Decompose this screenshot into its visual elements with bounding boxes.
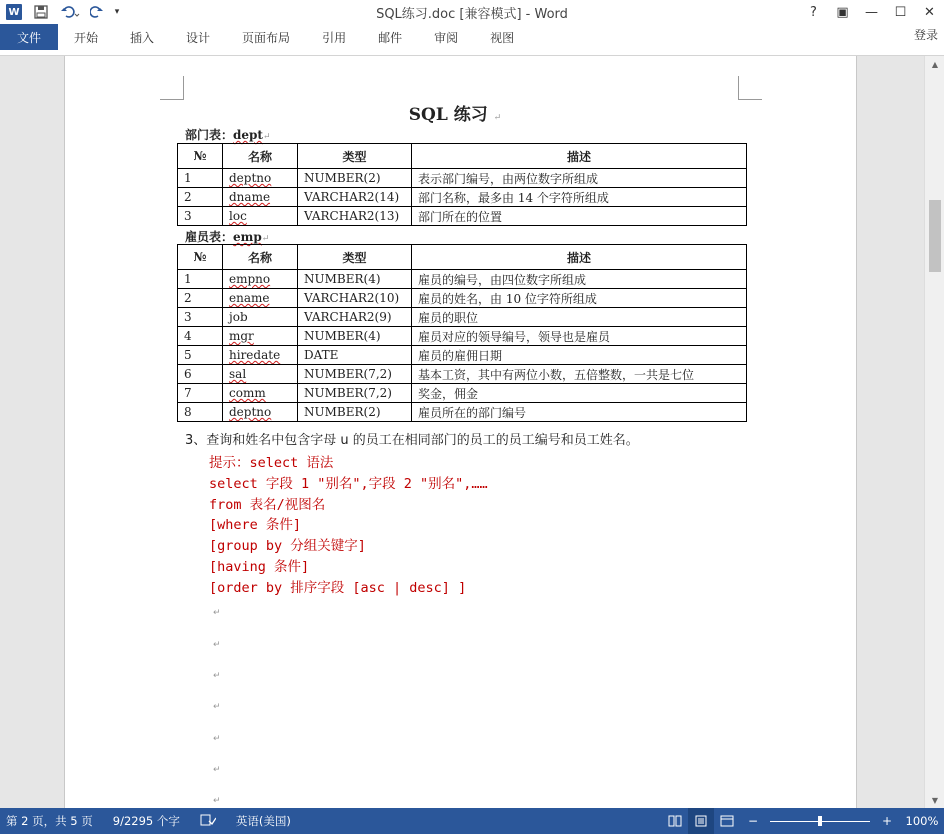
table-row: 4 mgr NUMBER(4) 雇员对应的领导编号，领导也是雇员 (178, 327, 747, 346)
vertical-scrollbar[interactable] (924, 56, 944, 808)
emp-table-label[interactable]: 雇员表：emp↵ (185, 230, 270, 244)
window-title: SQL练习.doc [兼容模式] - Word (376, 7, 568, 22)
table-row: 2 ename VARCHAR2(10) 雇员的姓名，由 10 位字符所组成 (178, 289, 747, 308)
maximize-icon[interactable]: ☐ (894, 4, 907, 20)
paragraph-mark: ↵ (213, 765, 221, 775)
scroll-thumb[interactable] (929, 200, 941, 272)
code-line: from 表名/视图名 (209, 496, 326, 513)
code-line: select 字段 1 "别名",字段 2 "别名",…… (209, 475, 488, 492)
table-row: 8 deptno NUMBER(2) 雇员所在的部门编号 (178, 403, 747, 422)
table-row: 5 hiredate DATE 雇员的雇佣日期 (178, 346, 747, 365)
code-line: [order by 排序字段 [asc | desc] ] (209, 579, 467, 596)
dept-table-name: dept (233, 128, 263, 142)
word-count[interactable]: 9/2295 个字 (112, 814, 180, 828)
quick-access-toolbar (0, 0, 126, 24)
page-count[interactable]: 第 2 页，共 5 页 (6, 814, 93, 828)
tab-insert[interactable]: 插入 (130, 30, 155, 45)
document-workspace[interactable] (0, 56, 924, 808)
word-app-icon[interactable]: W (6, 4, 22, 20)
minimize-icon[interactable]: — (865, 4, 878, 20)
header-desc: 描述 (412, 245, 747, 270)
header-name: 名称 (223, 245, 298, 270)
read-mode-icon[interactable] (662, 808, 688, 834)
scroll-down-icon[interactable]: ▼ (931, 795, 939, 805)
header-no: № (178, 245, 223, 270)
close-icon[interactable]: ✕ (924, 4, 935, 20)
header-name: 名称 (223, 144, 298, 169)
question-3[interactable]: 3、查询和姓名中包含字母 u 的员工在相同部门的员工的员工编号和员工姓名。 (185, 433, 639, 448)
status-bar (0, 808, 944, 834)
redo-icon[interactable] (86, 1, 108, 23)
sql-syntax-block[interactable] (209, 453, 488, 599)
code-line: 提示：select 语法 (209, 455, 334, 471)
document-page[interactable] (64, 56, 857, 808)
table-row: 3 loc VARCHAR2(13) 部门所在的位置 (178, 207, 747, 226)
undo-icon[interactable] (54, 1, 86, 23)
customize-qat-icon[interactable]: ▾ (114, 7, 120, 17)
tab-review[interactable]: 审阅 (434, 30, 459, 45)
ribbon-tabs (0, 24, 944, 50)
dept-table[interactable] (177, 143, 747, 226)
zoom-slider[interactable] (770, 808, 870, 834)
help-icon[interactable]: ? (810, 4, 817, 20)
scroll-up-icon[interactable]: ▲ (931, 59, 939, 69)
web-layout-icon[interactable] (714, 808, 740, 834)
ribbon-display-icon[interactable]: ▣ (836, 4, 849, 20)
margin-corner-top-right (738, 76, 762, 100)
tab-references[interactable]: 引用 (322, 30, 347, 45)
tab-page-layout[interactable]: 页面布局 (242, 30, 291, 45)
zoom-out-icon[interactable]: − (747, 814, 759, 828)
tab-file[interactable]: 文件 (0, 24, 58, 50)
table-row: 6 sal NUMBER(7,2) 基本工资，其中有两位小数，五倍整数，一共是七位 (178, 365, 747, 384)
document-title[interactable]: SQL 练习 ↵ (408, 105, 502, 125)
emp-table[interactable] (177, 244, 747, 422)
dept-table-label[interactable]: 部门表：dept↵ (185, 128, 271, 142)
tab-home[interactable]: 开始 (74, 30, 99, 45)
code-line: [where 条件] (209, 517, 302, 534)
table-row: 7 comm NUMBER(7,2) 奖金，佣金 (178, 384, 747, 403)
paragraph-mark: ↵ (213, 671, 221, 681)
code-line: [having 条件] (209, 558, 310, 575)
margin-corner-top-left (160, 76, 184, 100)
title-bar (0, 0, 944, 24)
header-no: № (178, 144, 223, 169)
header-desc: 描述 (412, 144, 747, 169)
language-indicator[interactable]: 英语(美国) (235, 814, 291, 828)
paragraph-mark: ↵ (213, 608, 221, 618)
paragraph-mark: ↵ (213, 796, 221, 806)
header-type: 类型 (298, 245, 412, 270)
table-row: 1 deptno NUMBER(2) 表示部门编号，由两位数字所组成 (178, 169, 747, 188)
paragraph-mark: ↵ (213, 734, 221, 744)
tab-view[interactable]: 视图 (490, 30, 515, 45)
code-line: [group by 分组关键字] (209, 538, 366, 555)
save-icon[interactable] (28, 1, 54, 23)
view-and-zoom-controls (662, 808, 944, 834)
print-layout-icon[interactable] (688, 808, 714, 834)
header-type: 类型 (298, 144, 412, 169)
table-header-row (178, 144, 747, 169)
paragraph-mark: ↵ (213, 702, 221, 712)
tab-design[interactable]: 设计 (186, 30, 211, 45)
proofing-icon[interactable] (200, 813, 216, 830)
login-link[interactable]: 登录 (913, 28, 938, 42)
zoom-slider-knob[interactable] (818, 816, 822, 826)
tab-mailings[interactable]: 邮件 (378, 30, 403, 45)
table-row: 2 dname VARCHAR2(14) 部门名称，最多由 14 个字符所组成 (178, 188, 747, 207)
table-row: 1 empno NUMBER(4) 雇员的编号，由四位数字所组成 (178, 270, 747, 289)
table-header-row (178, 245, 747, 270)
zoom-in-icon[interactable]: + (881, 814, 893, 828)
window-controls (799, 0, 944, 24)
paragraph-mark: ↵ (213, 640, 221, 650)
zoom-level[interactable]: 100% (905, 814, 939, 828)
table-row: 3 job VARCHAR2(9) 雇员的职位 (178, 308, 747, 327)
emp-table-name: emp (233, 230, 262, 244)
